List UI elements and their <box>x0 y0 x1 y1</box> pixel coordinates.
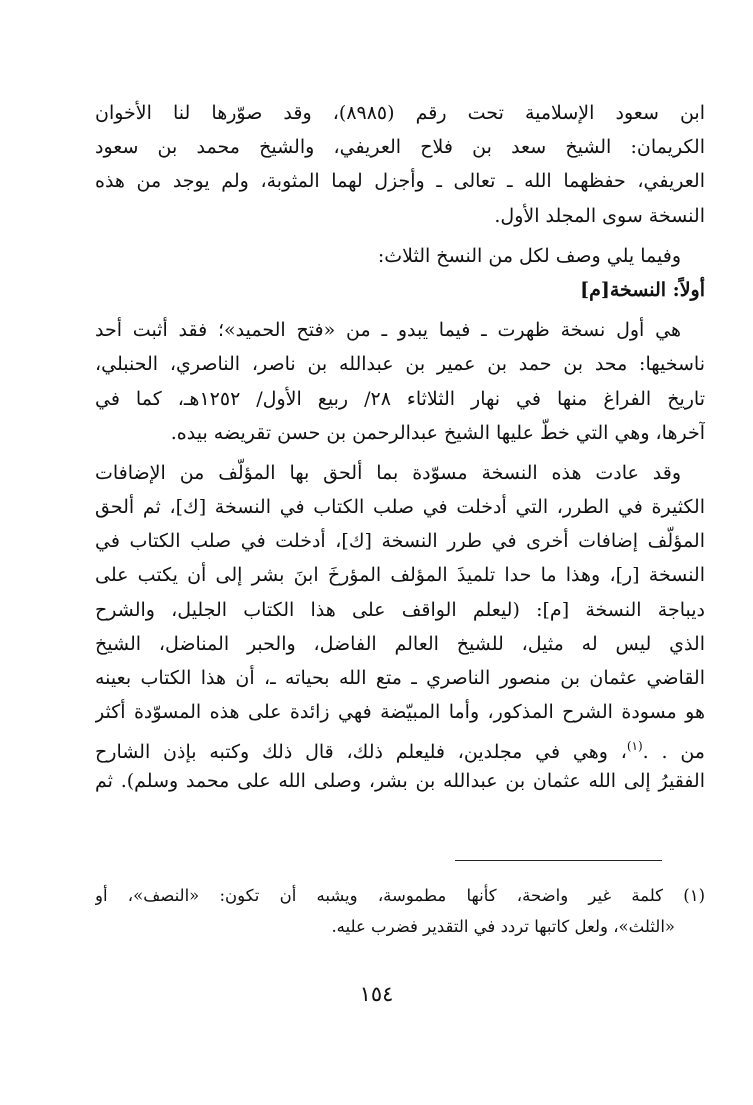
footnotes <box>95 880 705 942</box>
body-line: النسخة سوى المجلد الأول. <box>494 204 705 227</box>
body-line: القاضي عثمان بن منصور الناصري ـ متع الله بحياته ـ، أن هذا الكتاب بعينه <box>95 667 705 689</box>
body-line: وفيما يلي وصف لكل من النسخ الثلاث: <box>377 244 681 267</box>
section-heading: أولاً: النسخة[م] <box>580 278 705 301</box>
body-line: وقد عادت هذه النسخة مسوّدة بما ألحق بها المؤلّف من الإضافات <box>95 461 681 484</box>
body-line: ديباجة النسخة [م]: (ليعلم الواقف على هذا الكتاب الجليل، والشرح <box>95 598 705 621</box>
body-line: الذي ليس له مثيل، للشيخ العالم الفاضل، والحبر المناضل، الشيخ <box>95 632 705 655</box>
body-line: تاريخ الفراغ منها في نهار الثلاثاء ٢٨/ ربيع الأول/ ١٢٥٢هـ، كما في <box>95 387 705 410</box>
body-line: الكثيرة في الطرر، التي أدخلت في صلب الكتاب في النسخة [ك]، ثم ألحق <box>95 496 705 519</box>
body-line: هو مسودة الشرح المذكور، وأما المبيّضة فهي زائدة على هذه المسوّدة أكثر <box>95 701 705 724</box>
footnote-line: «الثلث»، ولعل كاتبها تردد في التقدير فضرب عليه. <box>331 917 675 936</box>
body-text <box>95 96 705 798</box>
body-line: ناسخيها: محد بن حمد بن عمير بن عبدالله بن ناصر، الناصري، الحنبلي، <box>95 353 705 376</box>
body-line: النسخة [ر]، وهذا ما حدا تلميذَ المؤلف المؤرخَ ابنَ بشر إلى أن يكتب على <box>95 564 705 587</box>
footnote-reference: (١) <box>626 739 643 754</box>
body-line: الكريمان: الشيخ سعد بن فلاح العريفي، والشيخ محمد بن سعود <box>95 136 705 159</box>
body-line: ابن سعود الإسلامية تحت رقم (٨٩٨٥)، وقد صوّرها لنا الأخوان <box>95 102 705 124</box>
body-line: العريفي، حفظهما الله ـ تعالى ـ وأجزل لهما المثوبة، ولم يوجد من هذه <box>95 170 705 193</box>
body-line: آخرها، وهي التي خطّ عليها الشيخ عبدالرحمن بن حسن تقريضه بيده. <box>170 421 705 444</box>
footnote-line: (١) كلمة غير واضحة، كأنها مطموسة، ويشبه أن تكون: «النصف»، أو <box>95 886 705 905</box>
page-number: ١٥٤ <box>359 982 394 1006</box>
footnote-separator <box>455 860 662 861</box>
body-line: المؤلّف إضافات أخرى في طرر النسخة [ك]، أدخلت في صلب الكتاب في <box>95 530 705 553</box>
body-line-start: من . . <box>642 741 705 764</box>
body-line-end: ، وهي في مجلدين، فليعلم ذلك، قال ذلك وكتبه بإذن الشارح <box>95 741 627 764</box>
body-line: الفقيرُ إلى الله عثمان بن عبدالله بن بشر، وصلى الله على محمد وسلم). ثم <box>95 769 705 792</box>
body-line: هي أول نسخة ظهرت ـ فيما يبدو ـ من «فتح الحميد»؛ فقد أثبت أحد <box>95 319 681 342</box>
body-line-with-footnote-ref <box>95 729 705 763</box>
